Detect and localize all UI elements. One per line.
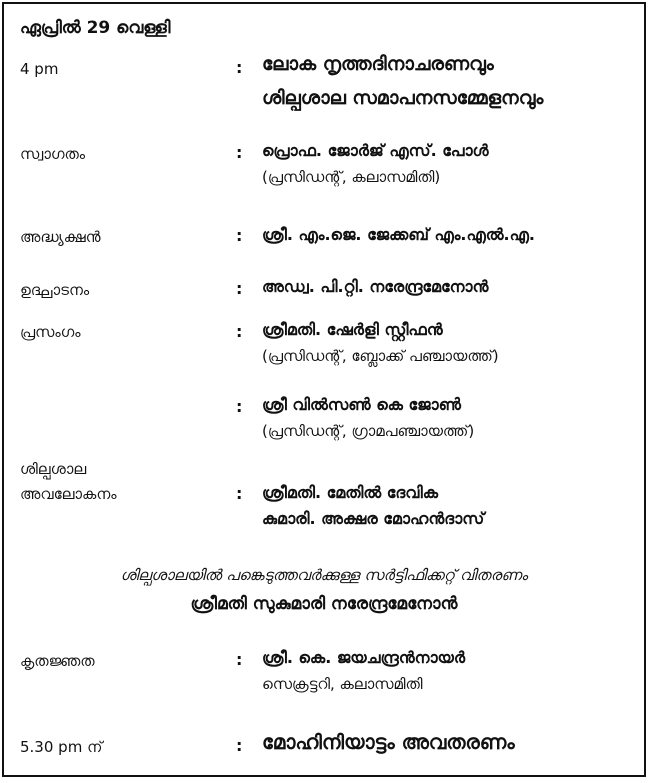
colon: :	[236, 226, 243, 245]
reviewer-2-name: കുമാരി. അക്ഷര മോഹന്‍ദാസ്	[262, 509, 485, 528]
vote-of-thanks-label: കൃതജ്ഞത	[20, 652, 95, 670]
colon: :	[236, 143, 243, 162]
vote-of-thanks-role: സെക്രട്ടറി, കലാസമിതി	[262, 675, 423, 693]
event-title-line2: ശില്പശാല സമാപനസമ്മേളനവും	[262, 87, 544, 109]
vote-of-thanks-name: ശ്രീ. കെ. ജയചന്ദ്രന്‍നായര്‍	[262, 648, 466, 667]
review-label-line2: അവലോകനം	[20, 485, 117, 503]
event-title-line1: ലോക നൃത്തദിനാചരണവും	[262, 53, 494, 75]
colon: :	[236, 58, 243, 77]
colon: :	[236, 322, 243, 341]
program-notice	[2, 2, 646, 777]
reviewer-1-name: ശ്രീമതി. മേതില്‍ ദേവിക	[262, 483, 438, 502]
speaker-2-name: ശ്രീ വില്‍സണ്‍ കെ ജോണ്‍	[262, 395, 462, 414]
colon: :	[236, 736, 243, 755]
certificate-caption: ശില്പശാലയില്‍ പങ്കെടുത്തവര്‍ക്കുള്ള സര്‍ട്ടിഫിക്കറ്റ് വിതരണം	[120, 566, 528, 584]
inauguration-label: ഉദ്ഘാടനം	[20, 281, 90, 299]
review-label-line1: ശില്പശാല	[20, 460, 87, 478]
speaker-2-role: (പ്രസിഡന്റ്, ഗ്രാമപഞ്ചായത്ത്)	[262, 422, 475, 440]
colon: :	[236, 650, 243, 669]
colon: :	[236, 484, 243, 503]
inaugurator-name: അഡ്വ. പി.റ്റി. നരേന്ദ്രമേനോന്‍	[262, 277, 489, 296]
colon: :	[236, 397, 243, 416]
speech-label: പ്രസംഗം	[20, 323, 81, 341]
welcome-speaker: പ്രൊഫ. ജോര്‍ജ് എസ്. പോള്‍	[262, 141, 489, 160]
speaker-1-name: ശ്രീമതി. ഷേര്‍ളി സ്റ്റീഫന്‍	[262, 320, 443, 339]
president-label: അദ്ധ്യക്ഷന്‍	[20, 228, 101, 246]
certificate-distributor: ശ്രീമതി സുകുമാരി നരേന്ദ്രമേനോന്‍	[190, 594, 458, 614]
program-date: ഏപ്രില്‍ 29 വെള്ളി	[20, 18, 171, 38]
colon: :	[236, 279, 243, 298]
welcome-label: സ്വാഗതം	[20, 145, 86, 163]
performance-time-label: 5.30 pm ന്	[20, 738, 103, 756]
president-name: ശ്രീ. എം.ജെ. ജേക്കബ് എം.എല്‍.എ.	[262, 225, 535, 244]
speaker-1-role: (പ്രസിഡന്റ്, ബ്ലോക്ക് പഞ്ചായത്ത്)	[262, 347, 499, 365]
performance-title: മോഹിനിയാട്ടം അവതരണം	[262, 730, 515, 754]
welcome-speaker-role: (പ്രസിഡന്റ്, കലാസമിതി)	[262, 168, 441, 186]
time-label: 4 pm	[20, 60, 59, 78]
